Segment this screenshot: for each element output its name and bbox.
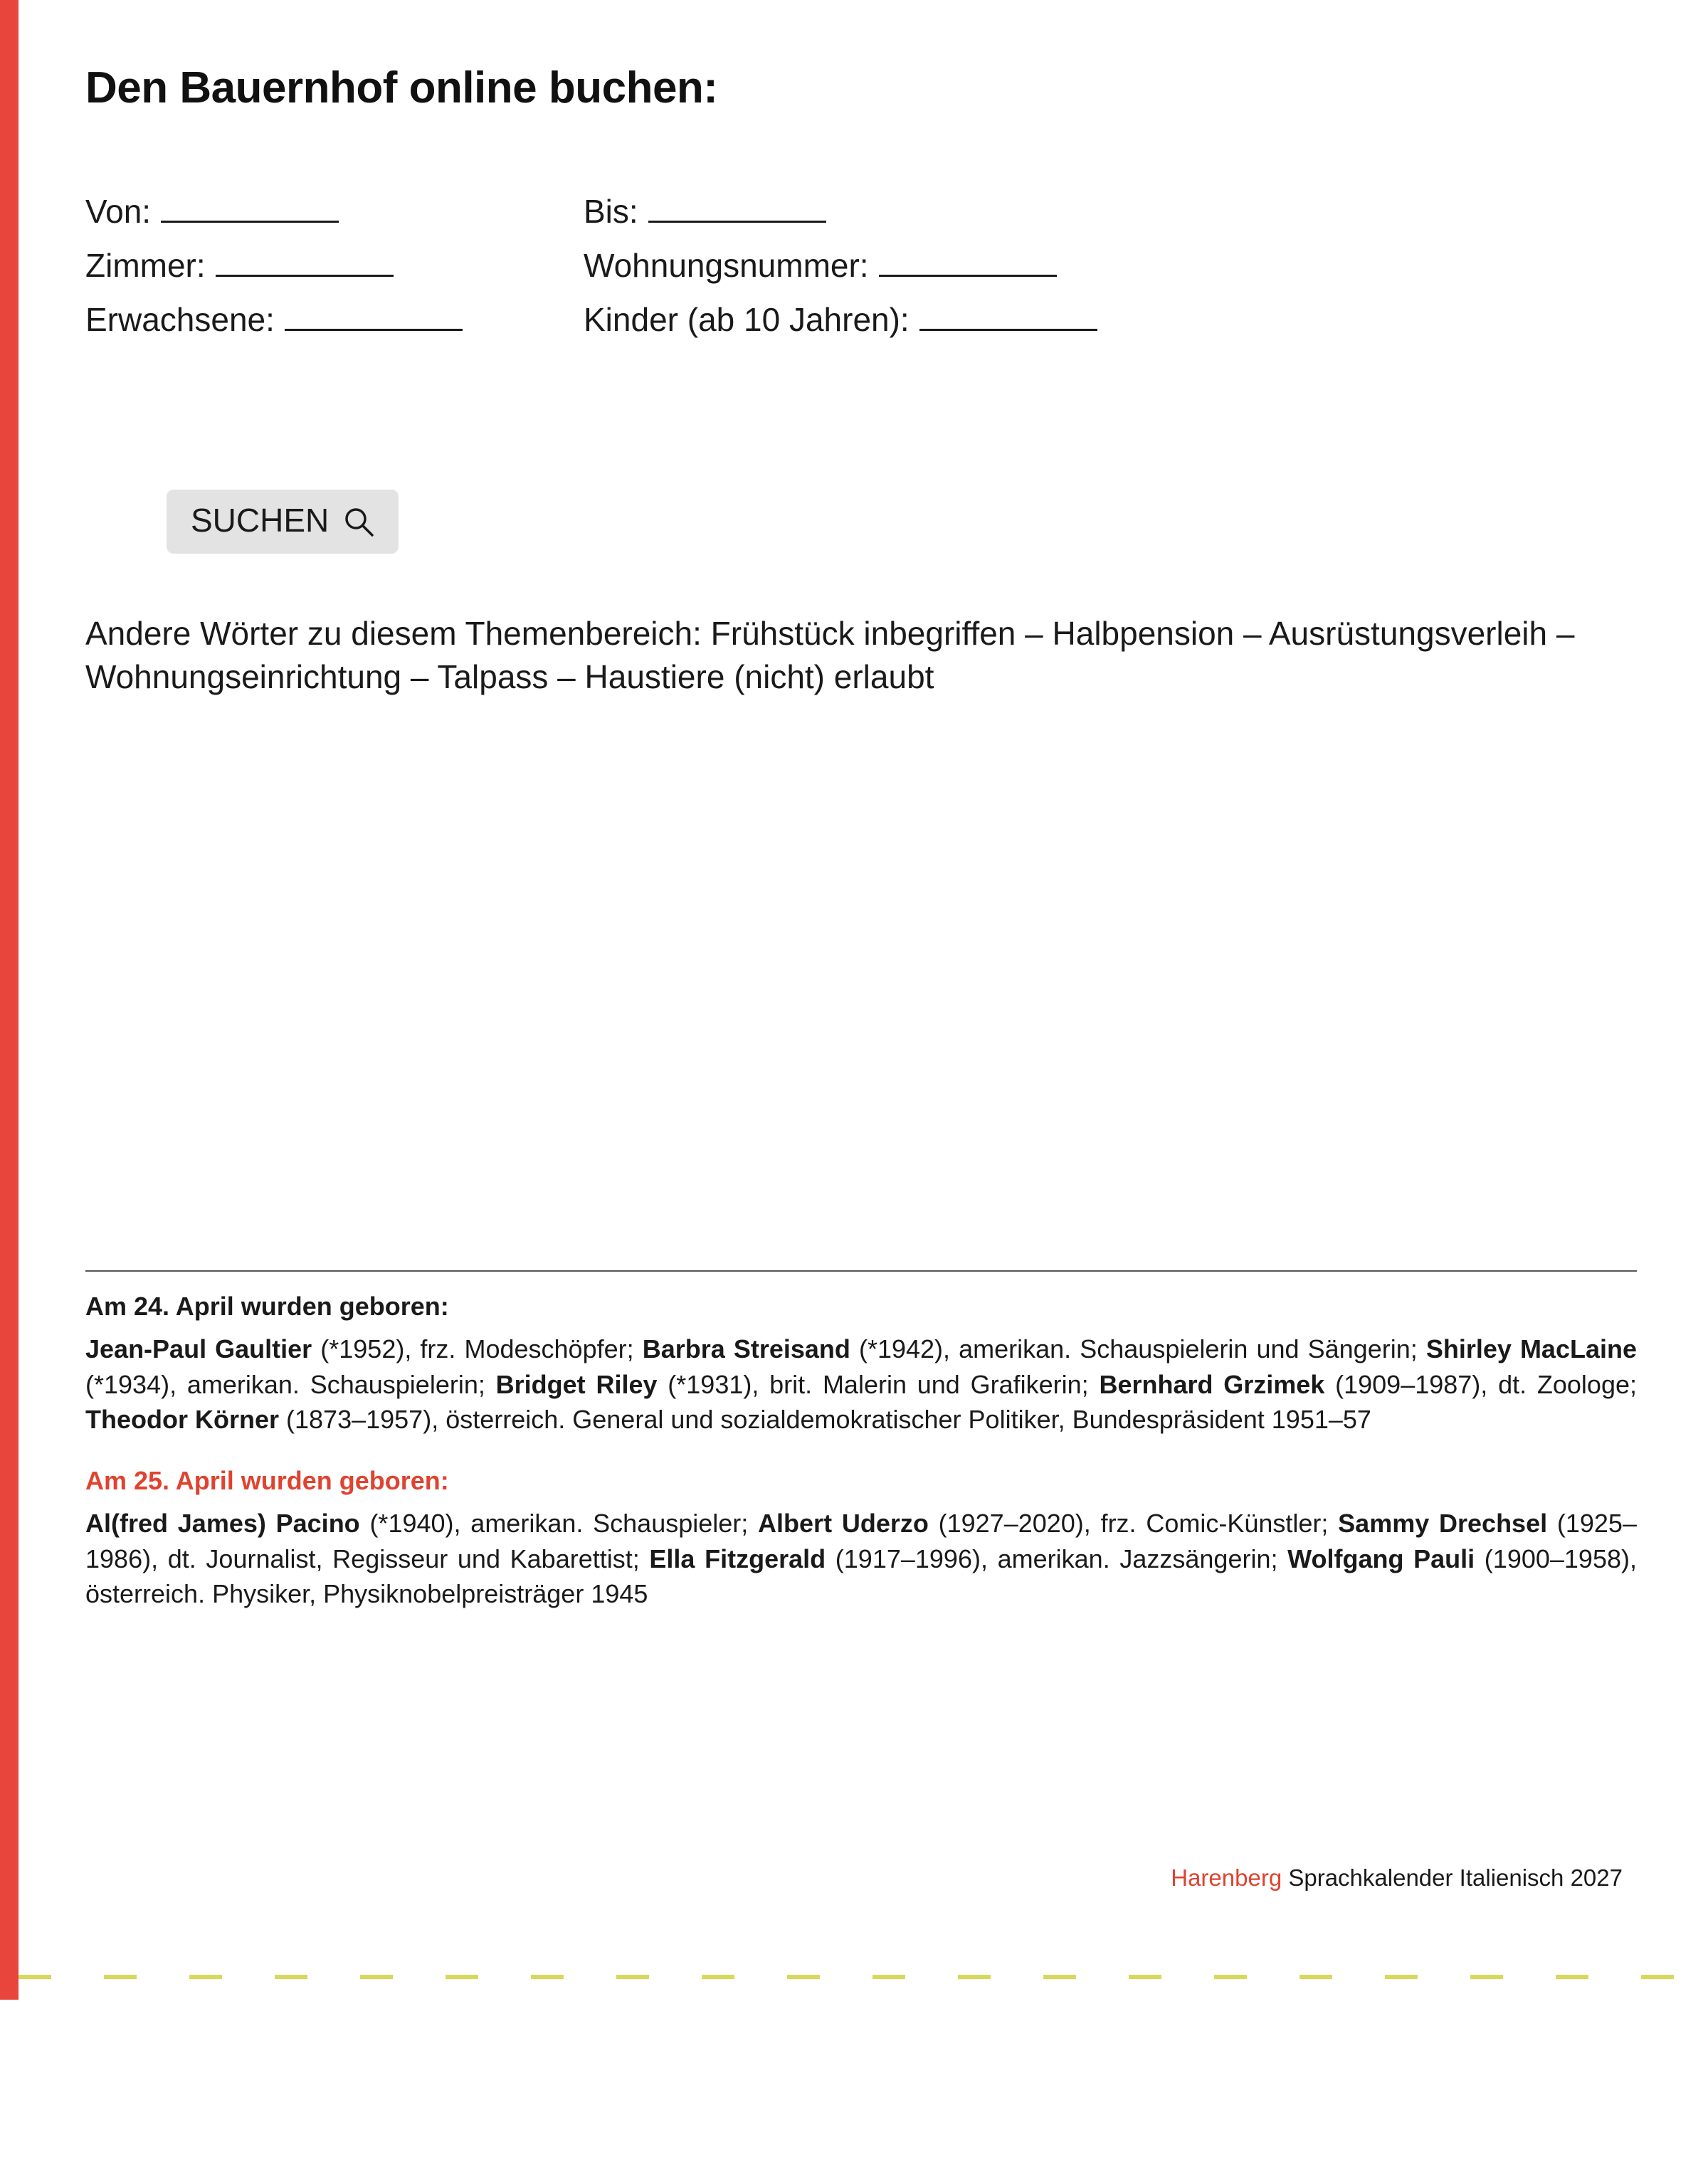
person-detail: (*1931), brit. Malerin und Grafikerin; (657, 1369, 1100, 1399)
field-bis-label: Bis: (584, 193, 638, 230)
field-wohnungsnummer-label: Wohnungsnummer: (584, 247, 869, 284)
field-kinder (584, 300, 1097, 339)
footer-brand: Harenberg (1171, 1864, 1282, 1891)
births-body-24 (85, 1331, 1637, 1437)
footer-credit (1171, 1864, 1623, 1892)
person-name: Theodor Körner (85, 1405, 280, 1435)
field-kinder-label: Kinder (ab 10 Jahren): (584, 301, 910, 338)
section-divider (85, 1270, 1637, 1272)
person-name: Wolfgang Pauli (1287, 1544, 1475, 1573)
person-detail: (*1940), amerikan. Schauspieler; (359, 1509, 759, 1539)
search-button-label: SUCHEN (191, 502, 330, 539)
births-body-25 (85, 1506, 1637, 1612)
booking-form (85, 192, 1580, 354)
footer-text: Sprachkalender Italienisch 2027 (1282, 1864, 1623, 1891)
person-detail: (1927–2020), frz. Comic-Künstler; (928, 1509, 1339, 1539)
person-detail: (*1942), amerikan. Schauspielerin und Sängerin; (850, 1334, 1426, 1363)
form-row-guests (85, 300, 1580, 339)
person-name: Albert Uderzo (758, 1509, 929, 1539)
births-heading-25: Am 25. April wurden geboren: (85, 1466, 449, 1496)
search-icon (343, 506, 374, 537)
person-detail: (1900–1958), österreich. Physiker, Physiknobelpreisträger 1945 (85, 1544, 1637, 1609)
form-row-rooms (85, 246, 1580, 285)
field-zimmer-input[interactable] (216, 275, 394, 277)
field-erwachsene (85, 300, 584, 339)
field-wohnungsnummer-input[interactable] (879, 275, 1057, 277)
person-detail: (1909–1987), dt. Zoologe; (1324, 1369, 1637, 1399)
person-name: Ella Fitzgerald (649, 1544, 826, 1573)
search-button[interactable] (167, 490, 399, 554)
field-von (85, 192, 584, 231)
field-wohnungsnummer (584, 246, 1057, 285)
field-von-label: Von: (85, 193, 152, 230)
person-detail: (1873–1957), österreich. General und sozialdemokratischer Politiker, Bundespräsident 1951–57 (279, 1405, 1371, 1435)
person-name: Bernhard Grzimek (1099, 1369, 1325, 1399)
page-title: Den Bauernhof online buchen: (85, 63, 718, 112)
person-detail: (1925–1986), dt. Journalist, Regisseur und Kabarettist; (85, 1509, 1637, 1573)
field-zimmer-label: Zimmer: (85, 247, 206, 284)
page-edge-bar (0, 0, 19, 2184)
person-name: Jean-Paul Gaultier (85, 1334, 312, 1363)
births-heading-24: Am 24. April wurden geboren: (85, 1292, 449, 1321)
field-kinder-input[interactable] (919, 329, 1097, 331)
person-name: Barbra Streisand (642, 1334, 850, 1363)
person-detail: (*1934), amerikan. Schauspielerin; (85, 1369, 496, 1399)
person-detail: (*1952), frz. Modeschöpfer; (312, 1334, 643, 1363)
perforation-line (19, 1975, 1677, 1979)
form-row-dates (85, 192, 1580, 231)
page-content (85, 0, 1623, 2184)
births-section (85, 1292, 1637, 1640)
person-name: Shirley MacLaine (1425, 1334, 1638, 1363)
field-von-input[interactable] (161, 221, 339, 223)
person-name: Sammy Drechsel (1338, 1509, 1548, 1539)
person-name: Bridget Riley (495, 1369, 658, 1399)
field-erwachsene-label: Erwachsene: (85, 301, 275, 338)
field-erwachsene-input[interactable] (285, 329, 463, 331)
related-words-paragraph: Andere Wörter zu diesem Themenbereich: Frühstück inbegriffen – Halbpension – Ausrüstungsverleih – Wohnungseinrichtung – Talpass – Haustiere (nicht) erlaubt (85, 615, 1575, 696)
person-detail: (1917–1996), amerikan. Jazzsängerin; (826, 1544, 1288, 1573)
field-zimmer (85, 246, 584, 285)
page-bottom-margin (0, 2000, 1708, 2184)
field-bis (584, 192, 826, 231)
field-bis-input[interactable] (648, 221, 826, 223)
person-name: Al(fred James) Pacino (85, 1509, 360, 1539)
